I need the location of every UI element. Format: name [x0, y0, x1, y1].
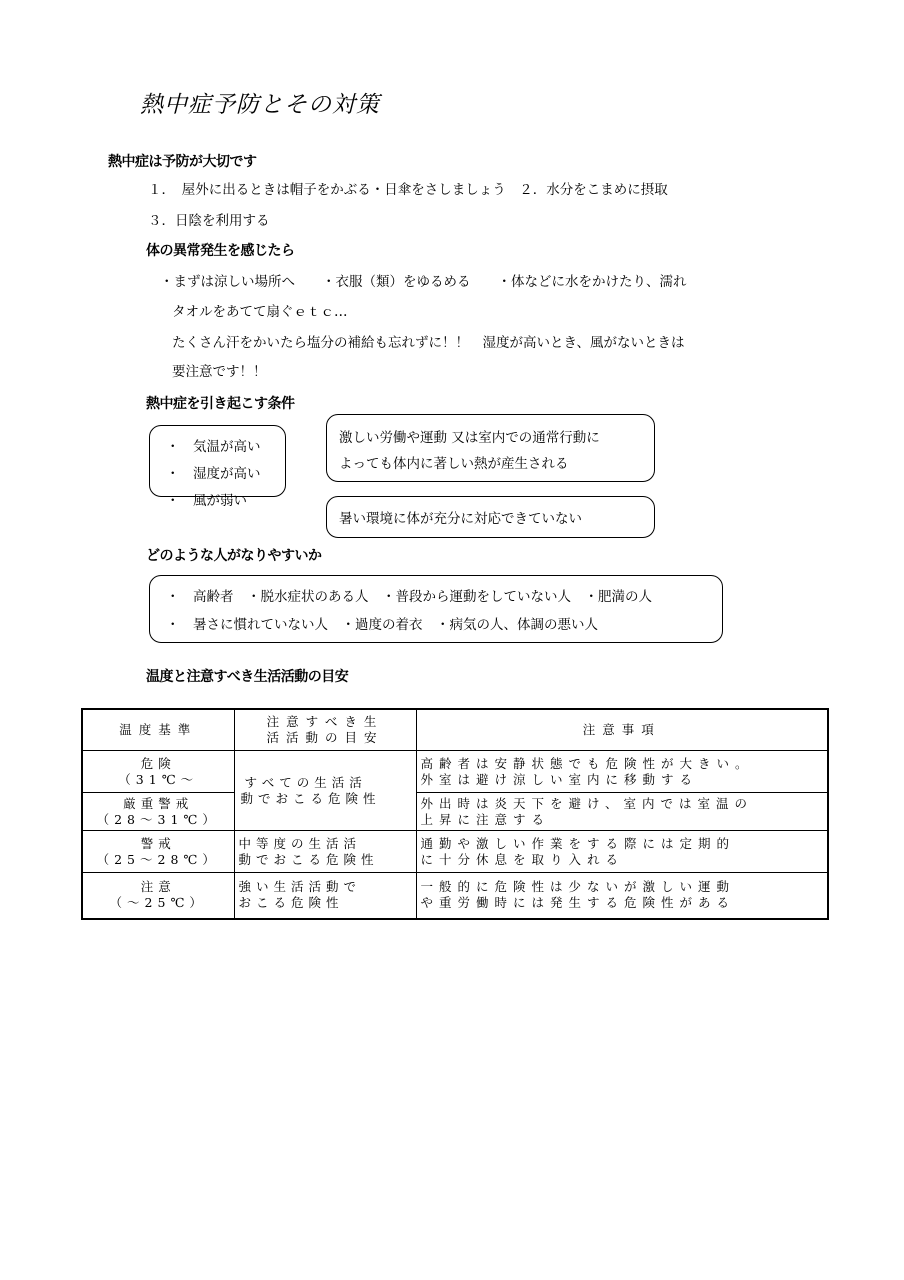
table-row — [82, 751, 828, 793]
level-cell: 厳重警戒 （28～31℃） — [82, 793, 234, 831]
body-heat-line-2: よっても体内に著しい熱が産生される — [339, 456, 569, 472]
guide-heading: 温度と注意すべき生活活動の目安 — [146, 669, 349, 685]
risk-line-2: ・ 暑さに慣れていない人 ・過度の着衣 ・病気の人、体調の悪い人 — [166, 617, 598, 633]
abnormal-line-1: ・まずは涼しい場所へ ・衣服（類）をゆるめる ・体などに水をかけたり、濡れ — [160, 274, 687, 290]
weather-conditions-box — [149, 425, 286, 509]
abnormal-heading: 体の異常発生を感じたら — [146, 243, 295, 259]
abnormal-line-4: 要注意です！！ — [172, 364, 267, 380]
table-row — [82, 831, 828, 873]
adaptation-box — [326, 496, 655, 538]
note-cell: 高齢者は安静状態でも危険性が大きい。 外室は避け涼しい室内に移動する — [416, 751, 828, 793]
condition-wind: ・ 風が弱い — [166, 493, 247, 509]
risk-line-1: ・ 高齢者 ・脱水症状のある人 ・普段から運動をしていない人 ・肥満の人 — [166, 589, 652, 605]
level-cell: 注意 （～25℃） — [82, 873, 234, 919]
level-cell: 危険 （31℃～ — [82, 751, 234, 793]
header-notes: 注意事項 — [416, 709, 828, 751]
table-row — [82, 873, 828, 919]
header-temperature: 温度基準 — [82, 709, 234, 751]
note-cell: 通勤や激しい作業をする際には定期的 に十分休息を取り入れる — [416, 831, 828, 873]
note-cell: 外出時は炎天下を避け、室内では室温の 上昇に注意する — [416, 793, 828, 831]
page-title: 熱中症予防とその対策 — [140, 92, 380, 118]
body-heat-line-1: 激しい労働や運動 又は室内での通常行動に — [339, 430, 600, 446]
body-heat-box — [326, 414, 655, 482]
prevention-line-2: ３．日陰を利用する — [148, 213, 270, 229]
adaptation-text: 暑い環境に体が充分に対応できていない — [339, 511, 582, 527]
activity-cell: 強い生活活動で おこる危険性 — [234, 873, 416, 919]
risk-heading: どのような人がなりやすいか — [146, 548, 322, 564]
activity-cell: すべての生活活 動でおこる危険性 — [234, 751, 416, 831]
condition-humidity: ・ 湿度が高い — [166, 466, 261, 482]
temperature-guide-table — [81, 708, 829, 920]
prevention-line-1: １． 屋外に出るときは帽子をかぶる・日傘をさしましょう ２．水分をこまめに摂取 — [148, 182, 668, 198]
causes-heading: 熱中症を引き起こす条件 — [146, 396, 295, 412]
abnormal-line-3: たくさん汗をかいたら塩分の補給も忘れずに！！ 湿度が高いとき、風がないときは — [172, 335, 685, 351]
prevention-heading: 熱中症は予防が大切です — [108, 154, 257, 170]
risk-groups-box — [149, 575, 723, 643]
abnormal-line-2: タオルをあてて扇ぐｅｔｃ… — [172, 304, 348, 320]
note-cell: 一般的に危険性は少ないが激しい運動 や重労働時には発生する危険性がある — [416, 873, 828, 919]
table-header-row — [82, 709, 828, 751]
level-cell: 警戒 （25～28℃） — [82, 831, 234, 873]
table-row — [82, 793, 828, 831]
header-activity: 注意すべき生 活活動の目安 — [234, 709, 416, 751]
activity-cell: 中等度の生活活 動でおこる危険性 — [234, 831, 416, 873]
condition-temperature: ・ 気温が高い — [166, 439, 261, 455]
